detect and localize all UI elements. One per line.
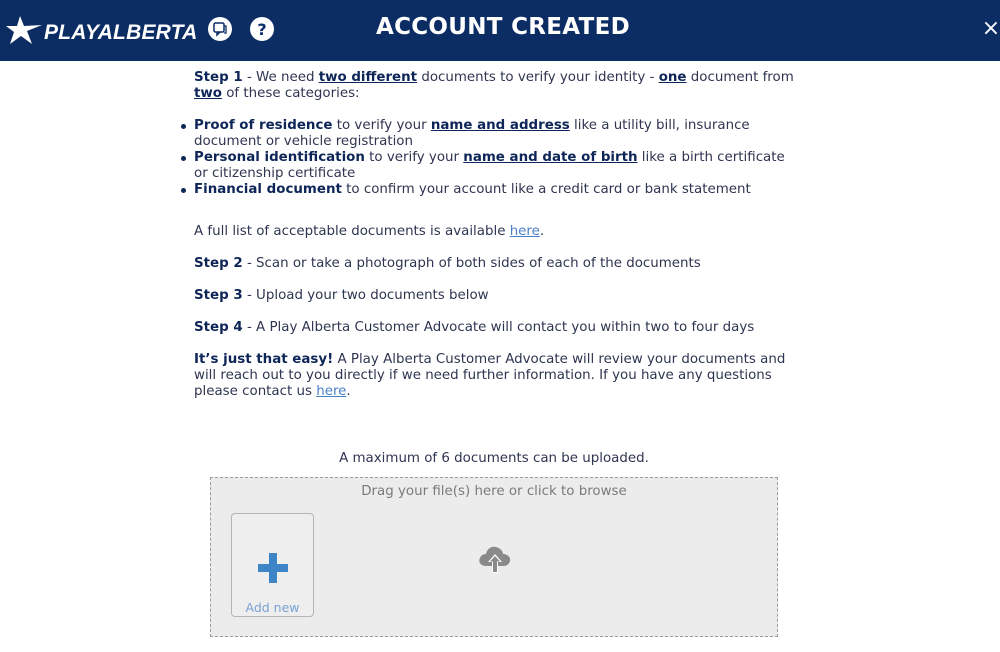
category-proof-of-residence: Proof of residence to verify your name and address like a utility bill, insurance document or vehicle registration — [194, 118, 794, 150]
top-bar — [0, 0, 1000, 61]
page-title: ACCOUNT CREATED — [375, 14, 631, 40]
cloud-upload-icon — [477, 542, 513, 576]
document-categories — [194, 118, 794, 198]
help-button[interactable]: ? — [250, 17, 274, 41]
star-icon — [6, 14, 46, 46]
add-new-button[interactable] — [231, 513, 314, 617]
step-1-label: Step 1 — [194, 70, 243, 85]
emphasis-one: one — [658, 70, 687, 85]
close-button[interactable]: × — [981, 16, 1000, 41]
step-4: Step 4 - A Play Alberta Customer Advocate will contact you within two to four days — [194, 320, 755, 335]
chat-button[interactable] — [208, 17, 232, 41]
documents-list-link[interactable]: here — [509, 224, 540, 239]
easy-note: It’s just that easy! A Play Alberta Customer Advocate will review your documents and will reach out to you directly if we need further information. If you have any questions please contact us here. — [194, 352, 786, 399]
category-financial-document: Financial document to confirm your account like a credit card or bank statement — [194, 182, 794, 198]
emphasis-two-different: two different — [318, 70, 418, 85]
add-new-label: Add new — [245, 600, 300, 615]
emphasis-two: two — [194, 86, 222, 101]
max-documents-note: A maximum of 6 documents can be uploaded. — [339, 451, 649, 466]
play-alberta-logo[interactable] — [6, 14, 198, 46]
instructions — [194, 70, 794, 400]
full-list-note: A full list of acceptable documents is available here. — [194, 224, 545, 239]
drop-hint: Drag your file(s) here or click to browse — [361, 484, 627, 499]
step-1: Step 1 - We need two different documents to verify your identity - one document from two of these categories: — [194, 70, 794, 101]
contact-us-link[interactable]: here — [316, 384, 347, 399]
chat-icon — [212, 21, 228, 37]
file-dropzone[interactable] — [210, 477, 778, 637]
logo-text: PLAYALBERTA — [44, 21, 198, 44]
category-personal-identification: Personal identification to verify your name and date of birth like a birth certificate or citizenship certificate — [194, 150, 794, 182]
step-3: Step 3 - Upload your two documents below — [194, 288, 489, 303]
plus-icon — [256, 551, 290, 585]
step-2: Step 2 - Scan or take a photograph of both sides of each of the documents — [194, 256, 701, 271]
